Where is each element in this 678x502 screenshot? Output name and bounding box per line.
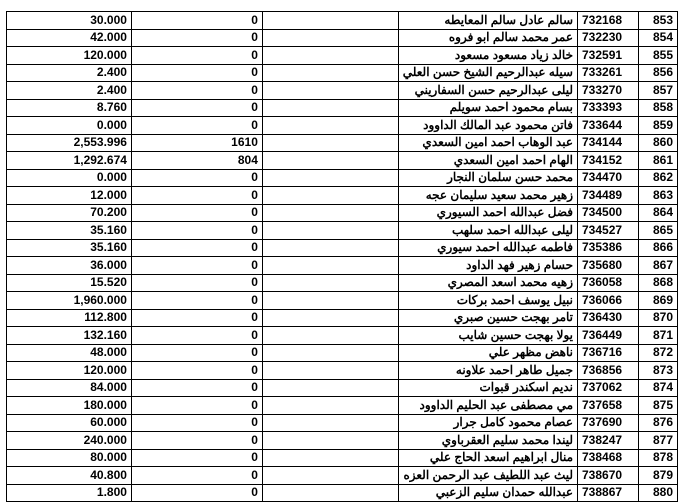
table-row	[7, 117, 678, 135]
amount-cell: 180.000	[7, 397, 132, 415]
amount-cell: 120.000	[7, 47, 132, 65]
serial-cell: 862	[638, 169, 677, 187]
empty-cell	[262, 449, 398, 467]
name-cell: سالم عادل سالم المعايطه	[398, 12, 577, 30]
name-cell: ليلى عبدالرحيم حسن السفاريني	[398, 82, 577, 100]
points-cell: 0	[131, 344, 262, 362]
points-cell: 0	[131, 274, 262, 292]
id-cell: 734470	[578, 169, 639, 187]
table-row	[7, 397, 678, 415]
amount-cell: 120.000	[7, 362, 132, 380]
id-cell: 733261	[578, 64, 639, 82]
serial-cell: 858	[638, 99, 677, 117]
empty-cell	[262, 29, 398, 47]
amount-cell: 2,553.996	[7, 134, 132, 152]
name-cell: فاتن محمود عبد المالك الداوود	[398, 117, 577, 135]
table-row	[7, 274, 678, 292]
serial-cell: 877	[638, 432, 677, 450]
empty-cell	[262, 274, 398, 292]
table-row	[7, 47, 678, 65]
table-row	[7, 82, 678, 100]
table-row	[7, 467, 678, 485]
empty-cell	[262, 64, 398, 82]
empty-cell	[262, 239, 398, 257]
name-cell: سيله عبدالرحيم الشيخ حسن العلي	[398, 64, 577, 82]
serial-cell: 875	[638, 397, 677, 415]
empty-cell	[262, 82, 398, 100]
name-cell: تامر بهجت حسين صبري	[398, 309, 577, 327]
serial-cell: 864	[638, 204, 677, 222]
empty-cell	[262, 414, 398, 432]
id-cell: 736856	[578, 362, 639, 380]
table-row	[7, 449, 678, 467]
serial-cell: 880	[638, 484, 677, 502]
table-row	[7, 432, 678, 450]
serial-cell: 859	[638, 117, 677, 135]
amount-cell: 84.000	[7, 379, 132, 397]
id-cell: 736716	[578, 344, 639, 362]
name-cell: نبيل يوسف احمد بركات	[398, 292, 577, 310]
amount-cell: 12.000	[7, 187, 132, 205]
id-cell: 732591	[578, 47, 639, 65]
empty-cell	[262, 152, 398, 170]
id-cell: 737062	[578, 379, 639, 397]
points-cell: 0	[131, 239, 262, 257]
name-cell: الهام احمد امين السعدي	[398, 152, 577, 170]
empty-cell	[262, 327, 398, 345]
empty-cell	[262, 187, 398, 205]
table-row	[7, 134, 678, 152]
table-row	[7, 64, 678, 82]
id-cell: 733393	[578, 99, 639, 117]
serial-cell: 879	[638, 467, 677, 485]
points-cell: 0	[131, 169, 262, 187]
name-cell: فضل عبدالله احمد السيوري	[398, 204, 577, 222]
name-cell: يولا بهجت حسين شايب	[398, 327, 577, 345]
points-cell: 0	[131, 449, 262, 467]
serial-cell: 870	[638, 309, 677, 327]
table-row	[7, 169, 678, 187]
table-row	[7, 344, 678, 362]
id-cell: 733270	[578, 82, 639, 100]
amount-cell: 48.000	[7, 344, 132, 362]
empty-cell	[262, 117, 398, 135]
table-row	[7, 99, 678, 117]
points-cell: 0	[131, 222, 262, 240]
records-table	[6, 11, 678, 502]
table-row	[7, 379, 678, 397]
empty-cell	[262, 432, 398, 450]
table-row	[7, 362, 678, 380]
points-cell: 1610	[131, 134, 262, 152]
id-cell: 738468	[578, 449, 639, 467]
name-cell: محمد حسن سلمان النجار	[398, 169, 577, 187]
serial-cell: 854	[638, 29, 677, 47]
table-row	[7, 239, 678, 257]
empty-cell	[262, 257, 398, 275]
id-cell: 737658	[578, 397, 639, 415]
empty-cell	[262, 344, 398, 362]
empty-cell	[262, 99, 398, 117]
points-cell: 0	[131, 397, 262, 415]
name-cell: ليث عبد اللطيف عبد الرحمن العزه	[398, 467, 577, 485]
points-cell: 0	[131, 47, 262, 65]
serial-cell: 873	[638, 362, 677, 380]
id-cell: 738670	[578, 467, 639, 485]
points-cell: 0	[131, 309, 262, 327]
empty-cell	[262, 484, 398, 502]
serial-cell: 876	[638, 414, 677, 432]
amount-cell: 1,292.674	[7, 152, 132, 170]
amount-cell: 0.000	[7, 117, 132, 135]
name-cell: عمر محمد سالم ابو فروه	[398, 29, 577, 47]
points-cell: 0	[131, 467, 262, 485]
points-cell: 0	[131, 187, 262, 205]
amount-cell: 15.520	[7, 274, 132, 292]
empty-cell	[262, 169, 398, 187]
points-cell: 0	[131, 204, 262, 222]
name-cell: عبدالله حمدان سليم الزعبي	[398, 484, 577, 502]
amount-cell: 40.800	[7, 467, 132, 485]
serial-cell: 868	[638, 274, 677, 292]
id-cell: 732230	[578, 29, 639, 47]
serial-cell: 867	[638, 257, 677, 275]
empty-cell	[262, 204, 398, 222]
id-cell: 734489	[578, 187, 639, 205]
table-row	[7, 414, 678, 432]
empty-cell	[262, 379, 398, 397]
table-row	[7, 309, 678, 327]
id-cell: 736449	[578, 327, 639, 345]
table-row	[7, 484, 678, 502]
id-cell: 736066	[578, 292, 639, 310]
table-row	[7, 257, 678, 275]
name-cell: زهير محمد سعيد سليمان عجه	[398, 187, 577, 205]
amount-cell: 0.000	[7, 169, 132, 187]
table-row	[7, 327, 678, 345]
amount-cell: 80.000	[7, 449, 132, 467]
amount-cell: 70.200	[7, 204, 132, 222]
amount-cell: 35.160	[7, 239, 132, 257]
points-cell: 0	[131, 327, 262, 345]
name-cell: خالد زياد مسعود مسعود	[398, 47, 577, 65]
serial-cell: 863	[638, 187, 677, 205]
points-cell: 0	[131, 414, 262, 432]
serial-cell: 874	[638, 379, 677, 397]
serial-cell: 872	[638, 344, 677, 362]
points-cell: 0	[131, 117, 262, 135]
name-cell: عصام محمود كامل جرار	[398, 414, 577, 432]
amount-cell: 8.760	[7, 99, 132, 117]
serial-cell: 871	[638, 327, 677, 345]
serial-cell: 860	[638, 134, 677, 152]
name-cell: جميل طاهر احمد علاونه	[398, 362, 577, 380]
table-row	[7, 12, 678, 30]
points-cell: 0	[131, 82, 262, 100]
serial-cell: 869	[638, 292, 677, 310]
name-cell: ليلى عبدالله احمد سلهب	[398, 222, 577, 240]
serial-cell: 866	[638, 239, 677, 257]
empty-cell	[262, 467, 398, 485]
serial-cell: 861	[638, 152, 677, 170]
table-row	[7, 222, 678, 240]
points-cell: 0	[131, 257, 262, 275]
id-cell: 736058	[578, 274, 639, 292]
empty-cell	[262, 222, 398, 240]
id-cell: 734500	[578, 204, 639, 222]
table-row	[7, 187, 678, 205]
amount-cell: 36.000	[7, 257, 132, 275]
points-cell: 0	[131, 484, 262, 502]
id-cell: 738247	[578, 432, 639, 450]
id-cell: 732168	[578, 12, 639, 30]
points-cell: 0	[131, 362, 262, 380]
amount-cell: 1.800	[7, 484, 132, 502]
points-cell: 804	[131, 152, 262, 170]
serial-cell: 855	[638, 47, 677, 65]
serial-cell: 857	[638, 82, 677, 100]
amount-cell: 42.000	[7, 29, 132, 47]
name-cell: نديم اسكندر قبوات	[398, 379, 577, 397]
amount-cell: 132.160	[7, 327, 132, 345]
table-row	[7, 204, 678, 222]
id-cell: 734152	[578, 152, 639, 170]
amount-cell: 2.400	[7, 64, 132, 82]
amount-cell: 1,960.000	[7, 292, 132, 310]
points-cell: 0	[131, 64, 262, 82]
empty-cell	[262, 362, 398, 380]
name-cell: فاطمه عبدالله احمد سيوري	[398, 239, 577, 257]
empty-cell	[262, 12, 398, 30]
amount-cell: 35.160	[7, 222, 132, 240]
name-cell: عبد الوهاب احمد امين السعدي	[398, 134, 577, 152]
id-cell: 738867	[578, 484, 639, 502]
name-cell: منال ابراهيم اسعد الحاج علي	[398, 449, 577, 467]
serial-cell: 865	[638, 222, 677, 240]
empty-cell	[262, 397, 398, 415]
name-cell: مي مصطفى عبد الحليم الداوود	[398, 397, 577, 415]
empty-cell	[262, 309, 398, 327]
id-cell: 735386	[578, 239, 639, 257]
amount-cell: 30.000	[7, 12, 132, 30]
id-cell: 733644	[578, 117, 639, 135]
amount-cell: 112.800	[7, 309, 132, 327]
name-cell: حسام زهير فهد الداود	[398, 257, 577, 275]
amount-cell: 240.000	[7, 432, 132, 450]
points-cell: 0	[131, 99, 262, 117]
points-cell: 0	[131, 29, 262, 47]
name-cell: ناهض مظهر علي	[398, 344, 577, 362]
points-cell: 0	[131, 379, 262, 397]
amount-cell: 60.000	[7, 414, 132, 432]
points-cell: 0	[131, 292, 262, 310]
serial-cell: 878	[638, 449, 677, 467]
serial-cell: 856	[638, 64, 677, 82]
name-cell: بسام محمود احمد سويلم	[398, 99, 577, 117]
table-row	[7, 292, 678, 310]
empty-cell	[262, 134, 398, 152]
id-cell: 736430	[578, 309, 639, 327]
id-cell: 735680	[578, 257, 639, 275]
id-cell: 737690	[578, 414, 639, 432]
name-cell: ليندا محمد سليم العقرباوي	[398, 432, 577, 450]
points-cell: 0	[131, 432, 262, 450]
records-table-body	[7, 12, 678, 502]
empty-cell	[262, 47, 398, 65]
id-cell: 734527	[578, 222, 639, 240]
table-row	[7, 29, 678, 47]
table-row	[7, 152, 678, 170]
name-cell: زهيه محمد اسعد المصري	[398, 274, 577, 292]
points-cell: 0	[131, 12, 262, 30]
amount-cell: 2.400	[7, 82, 132, 100]
empty-cell	[262, 292, 398, 310]
id-cell: 734144	[578, 134, 639, 152]
serial-cell: 853	[638, 12, 677, 30]
